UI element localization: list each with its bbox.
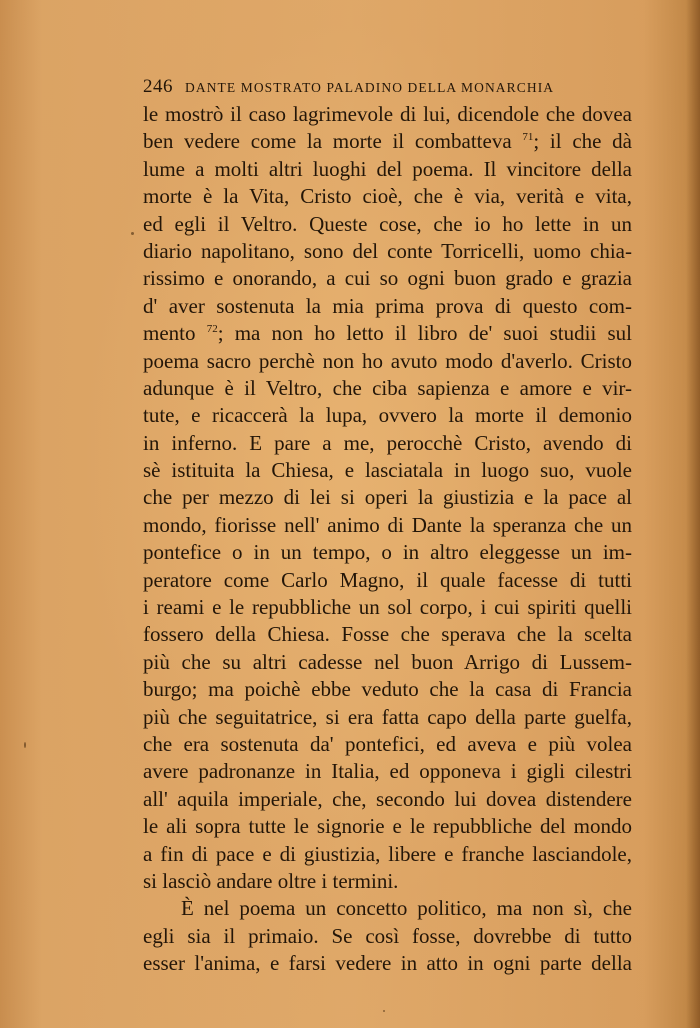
text-line: adunque è il Veltro, che ciba sapienza e amore e vir- bbox=[143, 375, 632, 400]
text-line-segment: ; ma non ho letto il libro de' suoi studii sul bbox=[217, 321, 632, 346]
text-line bbox=[143, 320, 632, 347]
text-line-segment: mento bbox=[143, 321, 196, 346]
text-line: più che seguitatrice, si era fatta capo della parte guelfa, bbox=[143, 704, 632, 729]
text-line: avere padronanze in Italia, ed opponeva i gigli cilestri bbox=[143, 759, 632, 784]
text-line: d' aver sostenuta la mia prima prova di questo com- bbox=[143, 293, 632, 318]
paper-speck bbox=[24, 742, 26, 748]
text-line: mondo, fiorisse nell' animo di Dante la speranza che un bbox=[143, 512, 632, 537]
paragraph-start-line: È nel poema un concetto politico, ma non sì, che bbox=[181, 896, 632, 921]
text-line: morte è la Vita, Cristo cioè, che è via, verità e vita, bbox=[143, 184, 632, 209]
paper-speck bbox=[383, 1010, 385, 1012]
paper-speck bbox=[131, 232, 134, 235]
text-line: burgo; ma poichè ebbe veduto che la casa di Francia bbox=[143, 677, 632, 702]
text-line: fossero della Chiesa. Fosse che sperava che la scelta bbox=[143, 622, 632, 647]
page-number: 246 bbox=[143, 76, 173, 97]
text-line: tute, e ricaccerà la lupa, ovvero la morte il demonio bbox=[143, 403, 632, 428]
text-line: all' aquila imperiale, che, secondo lui dovea distendere bbox=[143, 786, 632, 811]
text-line: diario napolitano, sono del conte Torricelli, uomo chia- bbox=[143, 238, 632, 263]
text-line: i reami e le repubbliche un sol corpo, i cui spiriti quelli bbox=[143, 595, 632, 620]
running-title: DANTE MOSTRATO PALADINO DELLA MONARCHIA bbox=[185, 80, 555, 95]
paragraph-end-line: si lasciò andare oltre i termini. bbox=[143, 868, 399, 893]
text-line: ed egli il Veltro. Queste cose, che io ho lette in un bbox=[143, 211, 632, 236]
text-line: le mostrò il caso lagrimevole di lui, dicendole che dovea bbox=[143, 102, 632, 126]
text-line bbox=[143, 128, 632, 155]
text-line-segment: ben vedere come la morte il combatteva bbox=[143, 129, 512, 154]
text-line: lume a molti altri luoghi del poema. Il vincitore della bbox=[143, 156, 632, 181]
footnote-ref: 72 bbox=[206, 323, 218, 336]
text-line: più che su altri cadesse nel buon Arrigo di Lussem- bbox=[143, 649, 632, 674]
text-line: rissimo e onorando, a cui so ogni buon grado e grazia bbox=[143, 266, 632, 291]
running-header bbox=[143, 76, 643, 100]
text-line: a fin di pace e di giustizia, libere e franche lasciandole, bbox=[143, 841, 632, 866]
text-line: sè istituita la Chiesa, e lasciatala in luogo suo, vuole bbox=[143, 458, 632, 483]
text-line-segment: ; il che dà bbox=[533, 129, 632, 154]
page-edge-shadow bbox=[686, 0, 700, 1028]
text-line: in inferno. E pare a me, perocchè Cristo, avendo di bbox=[143, 430, 632, 455]
text-line: esser l'anima, e farsi vedere in atto in ogni parte della bbox=[143, 951, 632, 976]
text-line: che era sostenuta da' pontefici, ed aveva e più volea bbox=[143, 731, 632, 756]
text-line: peratore come Carlo Magno, il quale facesse di tutti bbox=[143, 567, 632, 592]
text-line: egli sia il primaio. Se così fosse, dovrebbe di tutto bbox=[143, 923, 632, 948]
body-text bbox=[143, 101, 632, 978]
text-line: che per mezzo di lei si operi la giustizia e la pace al bbox=[143, 485, 632, 510]
text-line: pontefice o in un tempo, o in altro eleggesse un im- bbox=[143, 540, 632, 565]
footnote-ref: 71 bbox=[522, 131, 534, 144]
text-line: le ali sopra tutte le signorie e le repubbliche del mondo bbox=[143, 814, 632, 839]
text-line: poema sacro perchè non ho avuto modo d'averlo. Cristo bbox=[143, 348, 632, 373]
